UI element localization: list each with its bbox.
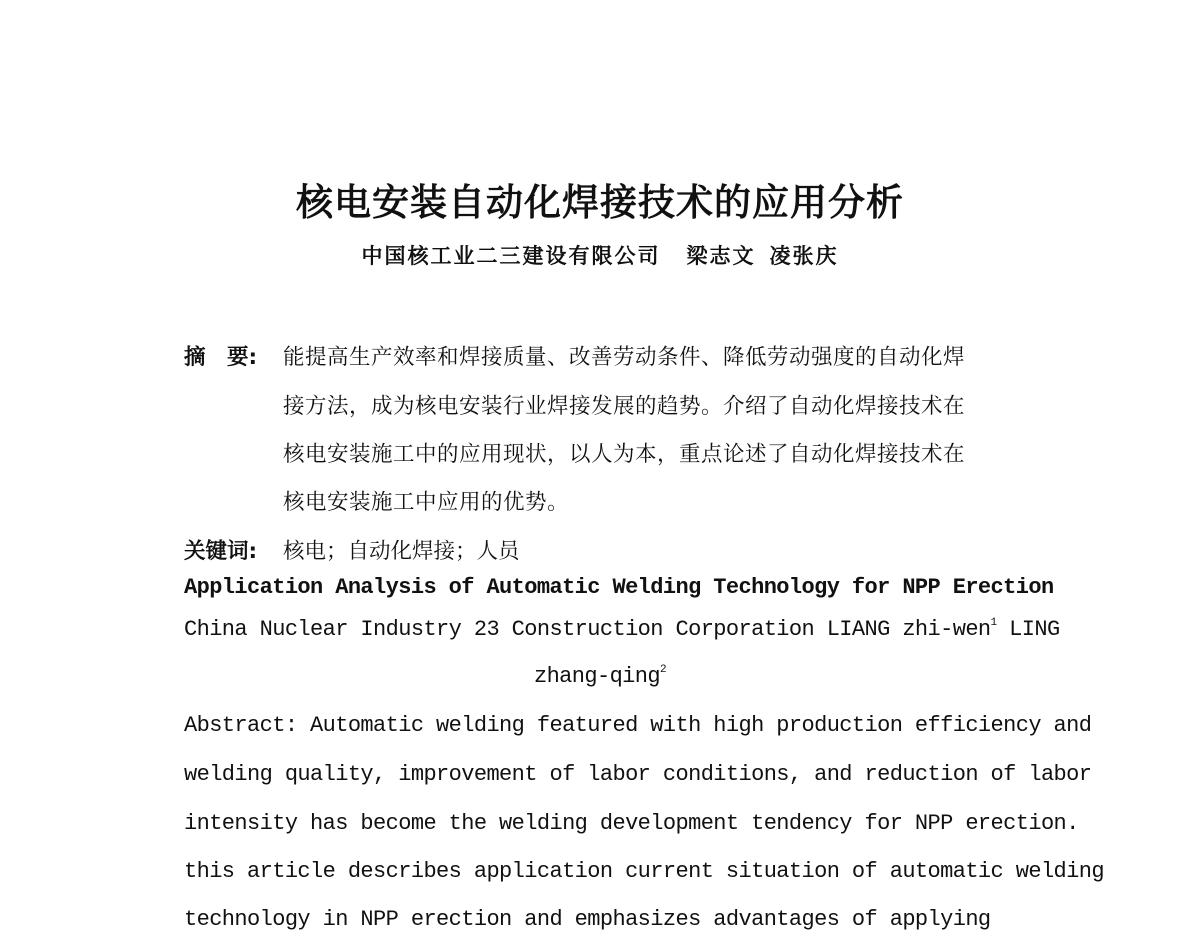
abstract-zh-line: 接方法，成为核电安装行业焊接发展的趋势。介绍了自动化焊接技术在 <box>283 394 966 419</box>
abstract-zh-line: 核电安装施工中的应用现状，以人为本，重点论述了自动化焊接技术在 <box>283 442 966 467</box>
author-name-1: 梁志文 <box>686 244 756 268</box>
author-superscript-2: 2 <box>660 664 667 676</box>
english-title: Application Analysis of Automatic Welding Technology for NPP Erection <box>184 575 1054 600</box>
english-author-prefix: China Nuclear Industry 23 Construction Corporation LIANG zhi-wen <box>184 617 991 642</box>
keywords-text: 核电；自动化焊接；人员 <box>283 539 520 564</box>
paper-title: 核电安装自动化焊接技术的应用分析 <box>296 180 904 224</box>
author-superscript-1: 1 <box>990 617 997 629</box>
english-abstract-line: this article describes application current situation of automatic welding <box>184 859 1104 884</box>
company-name: 中国核工业二三建设有限公司 <box>361 244 661 268</box>
author-affiliation-line <box>0 240 1200 270</box>
abstract-zh-line: 能提高生产效率和焊接质量、改善劳动条件、降低劳动强度的自动化焊 <box>283 345 966 370</box>
english-author-suffix: LING <box>996 617 1060 642</box>
english-author-line <box>184 617 1060 642</box>
english-abstract-line: Abstract: Automatic welding featured with high production efficiency and <box>184 713 1092 738</box>
english-author-line-2 <box>0 664 1200 689</box>
author-name-2: 凌张庆 <box>769 244 839 268</box>
english-abstract-line: intensity has become the welding development tendency for NPP erection. <box>184 811 1079 836</box>
abstract-zh-line: 核电安装施工中应用的优势。 <box>283 490 570 515</box>
english-abstract-line: technology in NPP erection and emphasizes advantages of applying <box>184 907 991 932</box>
english-abstract-line: welding quality, improvement of labor conditions, and reduction of labor <box>184 762 1092 787</box>
abstract-zh-label: 摘 要: <box>184 345 258 370</box>
english-author-name-2: zhang-qing <box>533 664 660 689</box>
keywords-label: 关键词: <box>184 539 258 564</box>
